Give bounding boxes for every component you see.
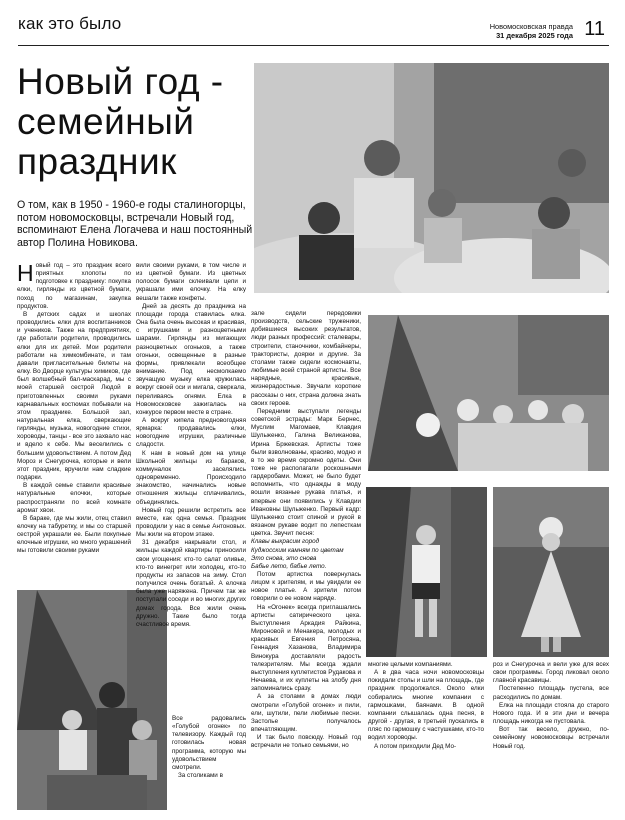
paragraph: Потом артистка повернулась лицом к зрителям, и мы увидели ее новое платье. А зрители потом говорили о ее новом наряде. [251,571,361,603]
song-line: Бабье лето, бабье лето. [251,562,327,570]
headline-line: семейный [17,101,195,142]
issue-date: 31 декабря 2025 года [496,31,573,40]
section-rubric: как это было [18,14,122,33]
paragraph: Дней за десять до праздника на площади города ставилась елка. Она была очень высокая и красивая, с игрушками и разноцветными шарами. Гирлянды из мигающих разноцветных огоньков, а также огоньки, освещенные в разные формы, привлекали всеобщее внимание. Под несмолкаемо звучащую музыку елка кружилась вокруг своей оси и мигала, сверкала, переливаясь огнями. Елка в Новомосковске зажигалась на конкурсе первом месте в стране. [136,302,246,416]
headline-line: праздник [17,141,177,182]
photo-children-tree [368,315,609,471]
song-line: Это снова, это снова [251,554,317,562]
masthead [490,22,573,40]
paragraph: А в два часа ночи новомосковцы покидали столы и шли на площадь, где праздник продолжался. Около елки собирались многие компании с гармошками, баянами. В одной компании слышалась одна песня, в другой - другая, в третьей пускались в пляс по гармошку с частушками, кто-то водил хороводы. [368,669,484,742]
article-column-4 [368,661,484,751]
photo-family-toast-image [254,63,609,293]
newspaper-name: Новомосковская правда [489,22,573,31]
song-line: Клавы выкрасим город [251,538,320,546]
paragraph: Все радовались «Голубой огонек» по телевизору. Каждый год готовилась новая программа, которую мы удовольствием смотрели. [172,715,246,771]
paragraph: За столиками в [178,772,223,780]
drop-cap: Н [17,260,34,286]
photo-girl-costume [493,487,609,657]
article-column-3 [251,310,361,750]
paragraph: многие целыми компаниями. [368,661,453,668]
song-line: Куджосским камням по цветам [251,546,344,554]
paragraph: Постепенно площадь пустела, все расходились по домам. [493,685,609,701]
photo-boy-by-tree-image [366,487,487,657]
article-column-1 [17,262,131,556]
paragraph: Новый год решили встретить все вместе, как одна семья. Праздник проводили у нас в семье Антоновых. Мы жили на втором этаже. [136,506,246,539]
paragraph: зале сидели передовики производств, сельские труженики, добившиеся высоких результатов, люди разных профессий: сталевары, строители, станочники, комбайнеры, трактористы, доярки и другие. За столами также сидели космонавты, любимые всей страной артисты. Все нарядные, красивые, жизнерадостные. Звучали короткие рассказы о них, страна должна знать своих героев. [251,310,361,407]
paragraph: В каждой семье ставили красивые натуральные елочки, которые распространяли по всей комнате аромат хвои. [17,482,131,514]
paragraph: А потом приходили Дед Мо- [374,742,457,750]
article-column-5 [493,661,609,751]
photo-girl-costume-image [493,487,609,657]
paragraph [17,262,131,311]
paragraph: К нам в новый дом на улице Школьной жильцы из бараков, коммуналок заселялись одновременно. Происходило знакомство, начинались новые отношения жильцы сплачивались, объединялись. [136,449,246,506]
song-quote [251,538,361,571]
paragraph: Передними выступали легенды советской эстрады: Марк Бернес, Муслим Магомаев, Клавдия Шульженко, Галина Великанова, Ирина Бржевская. Артисты тоже были взволнованы, красиво, модно и в то же время скромно одеты. Они тоже не располагали роскошными гардеробами. Может, не было будет вспомнить, что однажды в моду вошли вязаные рукава платья, и впервые они появились у Клавдии Ивановны Шульженко. Первый кадр: Шульженко стоит спиной и рукой в вязаном рукаве водит по лепесткам цветка. Звучит песня: [251,407,361,538]
paragraph: А за столами в домах люди смотрели «Голубой огонек» и пили, ели, шутили, пели любимые песни. Застолье получалось впечатляющим. [251,693,361,733]
paragraph: В детских садах и школах проводились елки для воспитанников и учеников. Также на предприятиях, где работали родители, проводились елки для их детей. Мои родители работали на химкомбинате, и там давали пригласительные билеты на елку. Во Дворце культуры химиков, где был волшебный бал-маскарад, мы с моей старшей сестрой Людой в приготовленных своими руками карнавальных костюмах побывали на этом празднике. Большой зал, натуральная елка, сверкающие гирлянды, музыка, новогодние стихи, хороводы, танцы - все это захвало нас и вдело к себе. Мы веселились с большим удовольствием. А потом Дед Мороз и Снегурочка, которые и вели этот праздник, вручили нам сладкие подарки. [17,310,131,482]
article-column-2 [136,262,246,629]
header-divider [18,45,609,46]
page-number: 11 [584,18,605,40]
paragraph: роз и Снегурочка и вели уже для всех свои программы. Город ликовал около главной красавицы. [493,661,609,685]
paragraph: 31 декабря накрывали стол, и жильцы каждой квартиры приносили свои угощения: кто-то салат оливье, кто-то винегрет или холодец, кто-то продукты из запасов на зиму. Стол получился очень богатый. А елочка была уже наряжена. Причем так же поступали соседи и во многих других домах города. Все жили очень дружно. Такие было тогда счастливое время. [136,539,246,628]
paragraph: вили своими руками, в том числе и из цветной бумаги. Из цветных полосок бумаги склеивали цепи и украшали ими елочку. На елку вешали также конфеты. [136,262,246,302]
paragraph: На «Огонек» всегда приглашались артисты сатирического цеха. Выступления Аркадия Райкина, Мироновой и Менакера, молодых и красивых Евгения Петросяна, Геннадия Хазанова, Владимира Винокура доставляли радость телезрителям. Мы всегда ждали выступления куплетистов Рудакова и Нечаева, и их куплеты на злобу дня запоминались сразу. [251,603,361,693]
paragraph: А вокруг кипела предновогодняя ярмарка: продавались елки, новогодние игрушки, различные сладости. [136,416,246,449]
photo-family-toast [254,63,609,293]
paragraph-text: овый год – это праздник всего приятных хлопоты по подготовке к празднику: покупка елки, гирлянды из цветной бумаги, поход по магазинам, закупка продуктов. [17,262,131,310]
paragraph: И так было повсюду. Новый год встречали не только семьями, но [251,734,361,750]
paragraph: В бараке, где мы жили, отец ставил елочку на табуретку, и мы со старшей сестрой украшали ее. Были покупные елочные игрушки, но много украшений мы готовили своими руками [17,514,131,555]
paragraph: Елка на площади стояла до старого Нового года. И в эти дни и вечера площадь никогда не пустовала. [493,701,609,726]
article-column-2-bottom [172,715,246,780]
article-headline [17,62,252,182]
article-lead: О том, как в 1950 - 1960-е годы сталиногорцы, потом новомосковцы, встречали Новый год, вспоминают Елена Логачева и наш постоянный автор Полина Новикова. [17,199,253,249]
headline-line: Новый год - [17,61,224,102]
photo-boy-by-tree [366,487,487,657]
photo-children-tree-image [368,315,609,471]
paragraph: Вот так весело, дружно, по-семейному новомосковцы встречали Новый год. [493,726,609,750]
